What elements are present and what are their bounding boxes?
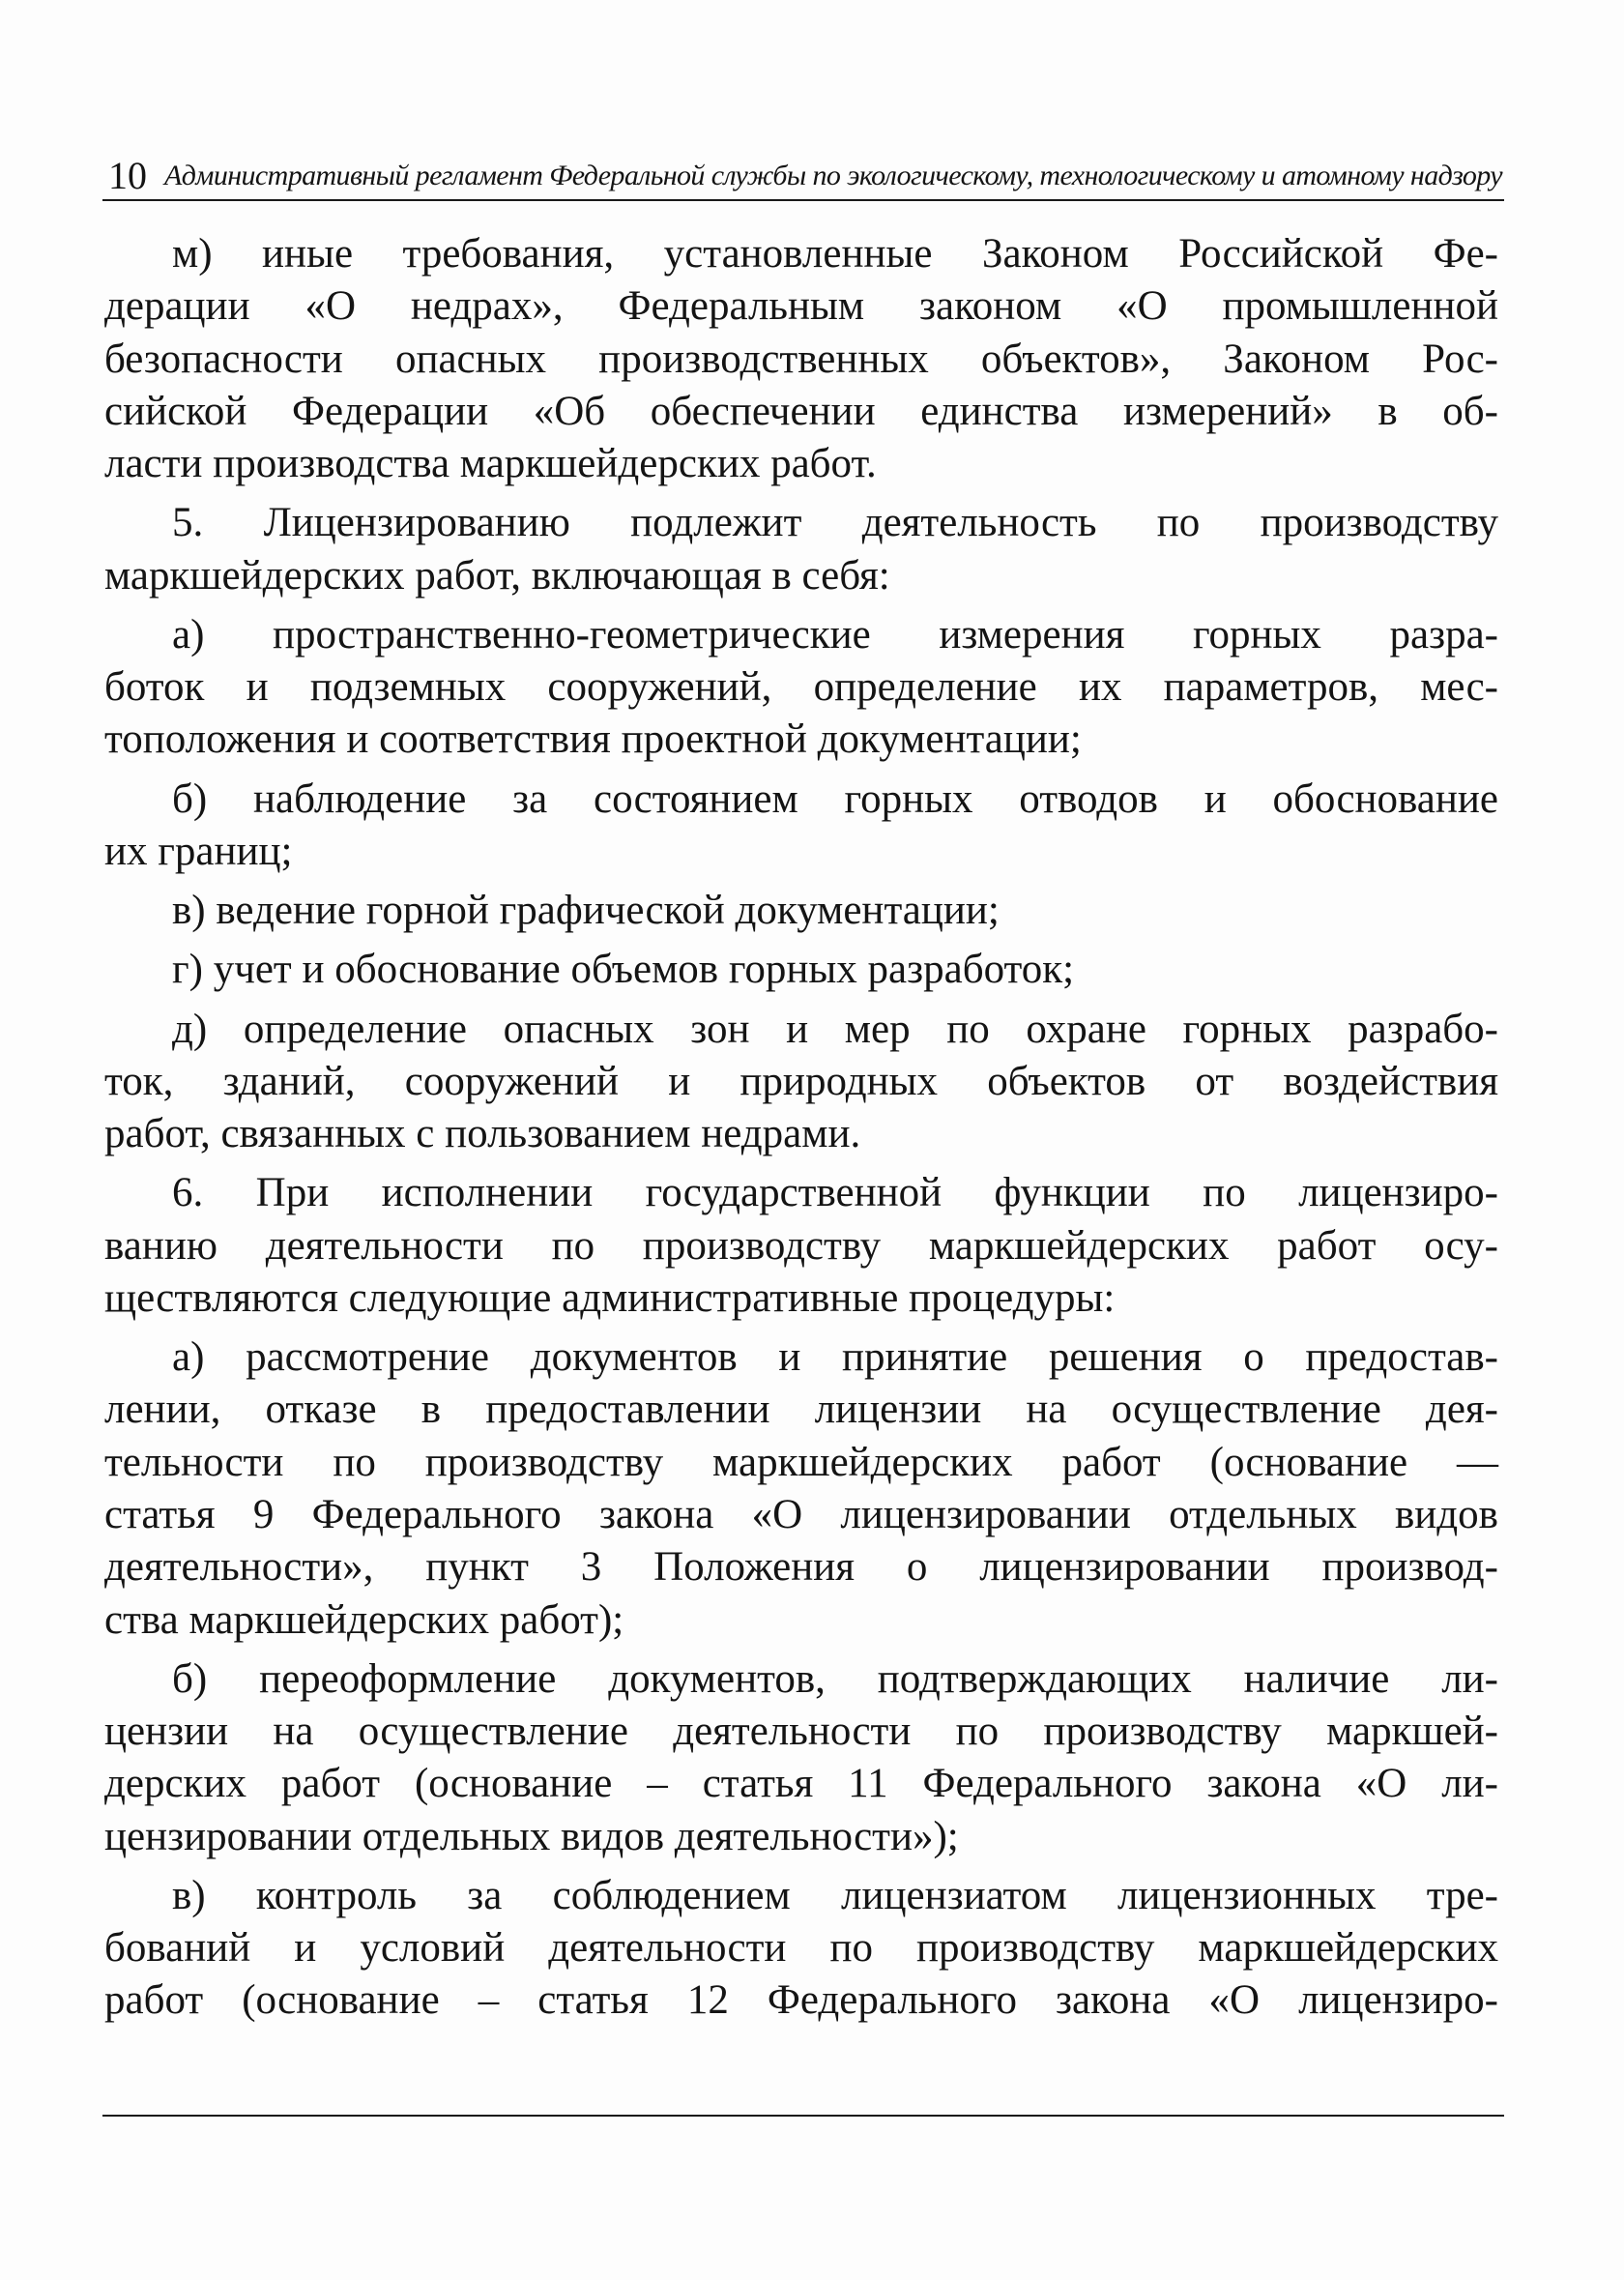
paragraph-5d <box>104 1004 1498 1161</box>
page-number: 10 <box>108 154 147 197</box>
paragraph-5v <box>104 885 1498 937</box>
text-line: ванию деятельности по производству маркшейдерских работ осу- <box>104 1222 1498 1269</box>
page-header <box>102 151 1504 201</box>
text-line: работ, связанных с пользованием недрами. <box>104 1111 861 1157</box>
paragraph-5g <box>104 944 1498 996</box>
footer-rule <box>102 2115 1504 2117</box>
text-line: маркшейдерских работ, включающая в себя: <box>104 552 890 599</box>
text-line: боток и подземных сооружений, определение их параметров, мес- <box>104 664 1498 711</box>
text-line: статья 9 Федерального закона «О лицензировании отдельных видов <box>104 1491 1498 1537</box>
text-line: а) пространственно-геометрические измерения горных разра- <box>172 611 1498 658</box>
running-title: Административный регламент Федеральной службы по экологическому, технологическому и атомному надзору <box>163 160 1502 191</box>
paragraph-5b <box>104 774 1498 879</box>
text-line: дерских работ (основание – статья 11 Федерального закона «О ли- <box>104 1761 1498 1807</box>
text-line: тоположения и соответствия проектной документации; <box>104 716 1082 763</box>
text-line: 6. При исполнении государственной функции по лицензиро- <box>172 1170 1498 1216</box>
paragraph-m <box>104 228 1498 490</box>
text-line: бований и условий деятельности по производству маркшейдерских <box>104 1925 1498 1972</box>
text-line: м) иные требования, установленные Законом Российской Фе- <box>172 231 1498 277</box>
paragraph-5 <box>104 497 1498 602</box>
document-body <box>104 228 1498 2028</box>
text-line: ществляются следующие административные процедуры: <box>104 1274 1116 1321</box>
text-line: д) определение опасных зон и мер по охране горных разрабо- <box>172 1006 1498 1052</box>
text-line: их границ; <box>104 828 293 874</box>
text-line: цензировании отдельных видов деятельности»); <box>104 1813 959 1859</box>
text-line: работ (основание – статья 12 Федерального закона «О лицензиро- <box>104 1977 1498 2024</box>
text-line: г) учет и обоснование объемов горных разработок; <box>172 947 1075 993</box>
text-line: в) контроль за соблюдением лицензиатом лицензионных тре- <box>172 1872 1498 1918</box>
text-line: деятельности», пункт 3 Положения о лицензировании производ- <box>104 1544 1498 1591</box>
text-line: а) рассмотрение документов и принятие решения о предостав- <box>172 1334 1498 1381</box>
text-line: лении, отказе в предоставлении лицензии на осуществление дея- <box>104 1387 1498 1433</box>
text-line: б) переоформление документов, подтверждающих наличие ли- <box>172 1655 1498 1702</box>
paragraph-6 <box>104 1167 1498 1325</box>
text-line: безопасности опасных производственных объектов», Законом Рос- <box>104 336 1498 382</box>
text-line: в) ведение горной графической документации; <box>172 888 1000 934</box>
paragraph-6b <box>104 1653 1498 1863</box>
paragraph-6a <box>104 1331 1498 1647</box>
paragraph-6v <box>104 1870 1498 2028</box>
text-line: ток, зданий, сооружений и природных объектов от воздействия <box>104 1058 1498 1104</box>
text-line: 5. Лицензированию подлежит деятельность по производству <box>172 500 1498 546</box>
text-line: ласти производства маркшейдерских работ. <box>104 441 877 487</box>
text-line: сийской Федерации «Об обеспечении единства измерений» в об- <box>104 388 1498 434</box>
text-line: тельности по производству маркшейдерских работ (основание — <box>104 1439 1498 1485</box>
text-line: ства маркшейдерских работ); <box>104 1596 624 1643</box>
paragraph-5a <box>104 609 1498 767</box>
text-line: дерации «О недрах», Федеральным законом «О промышленной <box>104 283 1498 330</box>
text-line: цензии на осуществление деятельности по производству маркшей- <box>104 1709 1498 1755</box>
text-line: б) наблюдение за состоянием горных отводов и обоснование <box>172 775 1498 822</box>
